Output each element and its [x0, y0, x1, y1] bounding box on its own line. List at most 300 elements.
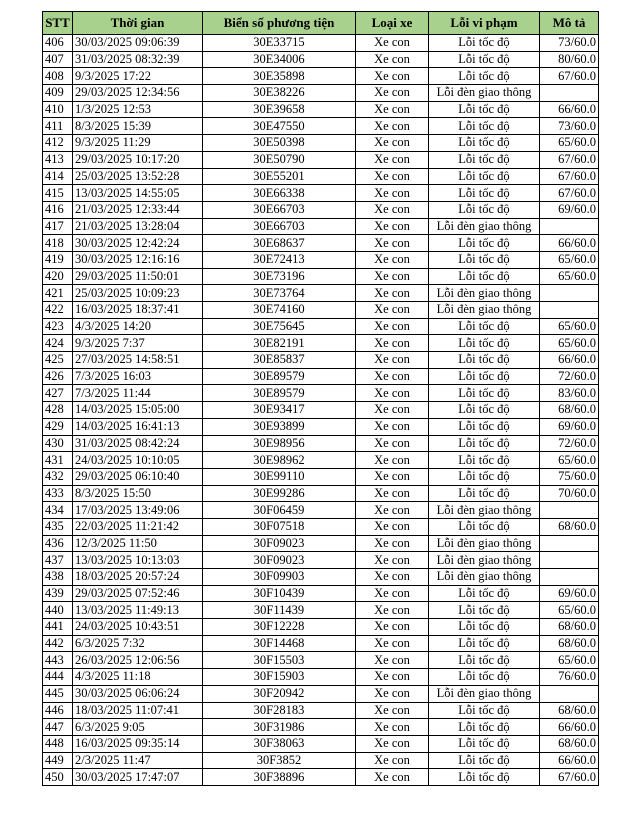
cell-plate: 30E93899 [203, 418, 356, 435]
cell-description: 83/60.0 [540, 385, 599, 402]
cell-description: 68/60.0 [540, 735, 599, 752]
cell-stt: 417 [43, 218, 73, 235]
header-violation: Lỗi vi phạm [429, 12, 540, 35]
cell-stt: 434 [43, 502, 73, 519]
cell-time: 16/03/2025 09:35:14 [73, 735, 203, 752]
cell-plate: 30E74160 [203, 302, 356, 319]
cell-violation: Lỗi tốc độ [429, 402, 540, 419]
cell-description: 70/60.0 [540, 485, 599, 502]
cell-description: 73/60.0 [540, 35, 599, 52]
cell-description: 68/60.0 [540, 518, 599, 535]
cell-plate: 30E99286 [203, 485, 356, 502]
cell-violation: Lỗi tốc độ [429, 468, 540, 485]
cell-description: 65/60.0 [540, 251, 599, 268]
cell-violation: Lỗi tốc độ [429, 518, 540, 535]
table-row [43, 68, 599, 85]
cell-stt: 440 [43, 602, 73, 619]
cell-time: 29/03/2025 06:10:40 [73, 468, 203, 485]
cell-time: 21/03/2025 12:33:44 [73, 201, 203, 218]
cell-plate: 30F09023 [203, 552, 356, 569]
cell-description: 65/60.0 [540, 335, 599, 352]
cell-stt: 416 [43, 201, 73, 218]
cell-vehicle-type: Xe con [356, 285, 429, 302]
cell-vehicle-type: Xe con [356, 685, 429, 702]
cell-time: 30/03/2025 12:42:24 [73, 235, 203, 252]
cell-vehicle-type: Xe con [356, 151, 429, 168]
cell-stt: 421 [43, 285, 73, 302]
cell-plate: 30E93417 [203, 402, 356, 419]
cell-plate: 30E66703 [203, 218, 356, 235]
cell-description: 66/60.0 [540, 352, 599, 369]
cell-plate: 30F09903 [203, 569, 356, 586]
table-row [43, 51, 599, 68]
cell-stt: 445 [43, 685, 73, 702]
cell-description [540, 85, 599, 102]
cell-stt: 447 [43, 719, 73, 736]
cell-time: 9/3/2025 11:29 [73, 135, 203, 152]
cell-vehicle-type: Xe con [356, 752, 429, 769]
table-row [43, 101, 599, 118]
cell-violation: Lỗi tốc độ [429, 368, 540, 385]
cell-time: 13/03/2025 10:13:03 [73, 552, 203, 569]
cell-time: 4/3/2025 11:18 [73, 669, 203, 686]
cell-plate: 30F3852 [203, 752, 356, 769]
cell-description: 76/60.0 [540, 669, 599, 686]
cell-time: 14/03/2025 15:05:00 [73, 402, 203, 419]
violations-table [42, 11, 599, 786]
cell-plate: 30E33715 [203, 35, 356, 52]
table-row [43, 402, 599, 419]
cell-stt: 425 [43, 352, 73, 369]
cell-description: 69/60.0 [540, 418, 599, 435]
cell-violation: Lỗi tốc độ [429, 585, 540, 602]
cell-vehicle-type: Xe con [356, 335, 429, 352]
cell-description: 68/60.0 [540, 702, 599, 719]
cell-violation: Lỗi tốc độ [429, 318, 540, 335]
cell-time: 7/3/2025 16:03 [73, 368, 203, 385]
cell-time: 17/03/2025 13:49:06 [73, 502, 203, 519]
cell-stt: 435 [43, 518, 73, 535]
cell-vehicle-type: Xe con [356, 352, 429, 369]
cell-vehicle-type: Xe con [356, 218, 429, 235]
table-row [43, 251, 599, 268]
cell-stt: 407 [43, 51, 73, 68]
cell-vehicle-type: Xe con [356, 318, 429, 335]
cell-vehicle-type: Xe con [356, 669, 429, 686]
table-row [43, 468, 599, 485]
cell-violation: Lỗi tốc độ [429, 652, 540, 669]
cell-vehicle-type: Xe con [356, 235, 429, 252]
cell-violation: Lỗi tốc độ [429, 268, 540, 285]
cell-violation: Lỗi đèn giao thông [429, 552, 540, 569]
cell-stt: 411 [43, 118, 73, 135]
cell-vehicle-type: Xe con [356, 602, 429, 619]
cell-stt: 443 [43, 652, 73, 669]
cell-vehicle-type: Xe con [356, 302, 429, 319]
cell-plate: 30F10439 [203, 585, 356, 602]
cell-time: 9/3/2025 17:22 [73, 68, 203, 85]
cell-description: 67/60.0 [540, 151, 599, 168]
cell-plate: 30F06459 [203, 502, 356, 519]
cell-time: 18/03/2025 11:07:41 [73, 702, 203, 719]
cell-time: 22/03/2025 11:21:42 [73, 518, 203, 535]
table-row [43, 135, 599, 152]
cell-stt: 415 [43, 185, 73, 202]
cell-plate: 30F38896 [203, 769, 356, 786]
cell-violation: Lỗi tốc độ [429, 201, 540, 218]
cell-description: 72/60.0 [540, 435, 599, 452]
cell-description [540, 285, 599, 302]
table-row [43, 235, 599, 252]
cell-time: 8/3/2025 15:50 [73, 485, 203, 502]
cell-plate: 30E85837 [203, 352, 356, 369]
cell-stt: 426 [43, 368, 73, 385]
cell-plate: 30E89579 [203, 368, 356, 385]
cell-vehicle-type: Xe con [356, 368, 429, 385]
cell-violation: Lỗi tốc độ [429, 619, 540, 636]
cell-time: 27/03/2025 14:58:51 [73, 352, 203, 369]
table-row [43, 518, 599, 535]
cell-vehicle-type: Xe con [356, 652, 429, 669]
header-vehicle-type: Loại xe [356, 12, 429, 35]
cell-vehicle-type: Xe con [356, 68, 429, 85]
cell-violation: Lỗi tốc độ [429, 435, 540, 452]
cell-description: 80/60.0 [540, 51, 599, 68]
cell-stt: 436 [43, 535, 73, 552]
cell-violation: Lỗi tốc độ [429, 35, 540, 52]
cell-description: 66/60.0 [540, 752, 599, 769]
table-row [43, 719, 599, 736]
cell-vehicle-type: Xe con [356, 552, 429, 569]
cell-plate: 30E35898 [203, 68, 356, 85]
cell-stt: 446 [43, 702, 73, 719]
cell-time: 7/3/2025 11:44 [73, 385, 203, 402]
cell-violation: Lỗi tốc độ [429, 235, 540, 252]
cell-stt: 449 [43, 752, 73, 769]
cell-description: 66/60.0 [540, 719, 599, 736]
cell-time: 12/3/2025 11:50 [73, 535, 203, 552]
cell-plate: 30E34006 [203, 51, 356, 68]
table-row [43, 752, 599, 769]
cell-stt: 442 [43, 635, 73, 652]
table-row [43, 535, 599, 552]
cell-plate: 30F28183 [203, 702, 356, 719]
cell-time: 29/03/2025 10:17:20 [73, 151, 203, 168]
cell-violation: Lỗi tốc độ [429, 635, 540, 652]
cell-violation: Lỗi tốc độ [429, 118, 540, 135]
table-row [43, 702, 599, 719]
cell-vehicle-type: Xe con [356, 135, 429, 152]
cell-plate: 30F31986 [203, 719, 356, 736]
table-header-row [43, 12, 599, 35]
cell-violation: Lỗi tốc độ [429, 335, 540, 352]
cell-vehicle-type: Xe con [356, 85, 429, 102]
cell-stt: 438 [43, 569, 73, 586]
cell-violation: Lỗi tốc độ [429, 752, 540, 769]
cell-plate: 30E98956 [203, 435, 356, 452]
cell-stt: 422 [43, 302, 73, 319]
cell-plate: 30E39658 [203, 101, 356, 118]
cell-stt: 408 [43, 68, 73, 85]
cell-vehicle-type: Xe con [356, 418, 429, 435]
cell-stt: 423 [43, 318, 73, 335]
cell-vehicle-type: Xe con [356, 402, 429, 419]
table-row [43, 619, 599, 636]
cell-violation: Lỗi tốc độ [429, 719, 540, 736]
cell-stt: 437 [43, 552, 73, 569]
cell-time: 25/03/2025 10:09:23 [73, 285, 203, 302]
cell-description: 69/60.0 [540, 585, 599, 602]
cell-description [540, 302, 599, 319]
cell-time: 1/3/2025 12:53 [73, 101, 203, 118]
cell-plate: 30F20942 [203, 685, 356, 702]
table-row [43, 485, 599, 502]
cell-stt: 448 [43, 735, 73, 752]
table-row [43, 285, 599, 302]
cell-violation: Lỗi tốc độ [429, 51, 540, 68]
cell-violation: Lỗi tốc độ [429, 101, 540, 118]
table-row [43, 569, 599, 586]
table-row [43, 352, 599, 369]
cell-description: 67/60.0 [540, 185, 599, 202]
cell-stt: 409 [43, 85, 73, 102]
cell-time: 26/03/2025 12:06:56 [73, 652, 203, 669]
cell-stt: 406 [43, 35, 73, 52]
cell-description [540, 502, 599, 519]
cell-vehicle-type: Xe con [356, 435, 429, 452]
cell-time: 2/3/2025 11:47 [73, 752, 203, 769]
cell-time: 21/03/2025 13:28:04 [73, 218, 203, 235]
cell-description: 65/60.0 [540, 452, 599, 469]
cell-vehicle-type: Xe con [356, 518, 429, 535]
cell-time: 29/03/2025 12:34:56 [73, 85, 203, 102]
cell-stt: 430 [43, 435, 73, 452]
cell-violation: Lỗi đèn giao thông [429, 502, 540, 519]
cell-vehicle-type: Xe con [356, 735, 429, 752]
header-description: Mô tả [540, 12, 599, 35]
cell-stt: 412 [43, 135, 73, 152]
table-row [43, 151, 599, 168]
cell-plate: 30E75645 [203, 318, 356, 335]
cell-description [540, 218, 599, 235]
cell-stt: 432 [43, 468, 73, 485]
cell-vehicle-type: Xe con [356, 719, 429, 736]
cell-stt: 420 [43, 268, 73, 285]
cell-plate: 30E50790 [203, 151, 356, 168]
cell-vehicle-type: Xe con [356, 485, 429, 502]
cell-description [540, 535, 599, 552]
table-row [43, 435, 599, 452]
cell-violation: Lỗi tốc độ [429, 151, 540, 168]
cell-time: 24/03/2025 10:10:05 [73, 452, 203, 469]
table-row [43, 585, 599, 602]
cell-vehicle-type: Xe con [356, 569, 429, 586]
cell-description: 66/60.0 [540, 235, 599, 252]
cell-vehicle-type: Xe con [356, 502, 429, 519]
header-stt: STT [43, 12, 73, 35]
cell-vehicle-type: Xe con [356, 468, 429, 485]
cell-description: 73/60.0 [540, 118, 599, 135]
cell-plate: 30F15503 [203, 652, 356, 669]
cell-description [540, 552, 599, 569]
cell-violation: Lỗi tốc độ [429, 769, 540, 786]
cell-violation: Lỗi đèn giao thông [429, 302, 540, 319]
table-row [43, 185, 599, 202]
cell-plate: 30E66703 [203, 201, 356, 218]
cell-plate: 30E50398 [203, 135, 356, 152]
cell-plate: 30E66338 [203, 185, 356, 202]
cell-plate: 30F15903 [203, 669, 356, 686]
cell-plate: 30F07518 [203, 518, 356, 535]
cell-plate: 30E89579 [203, 385, 356, 402]
table-row [43, 385, 599, 402]
cell-time: 13/03/2025 14:55:05 [73, 185, 203, 202]
cell-description: 65/60.0 [540, 268, 599, 285]
cell-vehicle-type: Xe con [356, 385, 429, 402]
cell-violation: Lỗi tốc độ [429, 735, 540, 752]
cell-time: 16/03/2025 18:37:41 [73, 302, 203, 319]
cell-time: 8/3/2025 15:39 [73, 118, 203, 135]
cell-violation: Lỗi đèn giao thông [429, 569, 540, 586]
table-row [43, 602, 599, 619]
cell-violation: Lỗi tốc độ [429, 452, 540, 469]
cell-description [540, 569, 599, 586]
cell-time: 29/03/2025 11:50:01 [73, 268, 203, 285]
table-row [43, 669, 599, 686]
cell-stt: 419 [43, 251, 73, 268]
cell-description: 68/60.0 [540, 635, 599, 652]
table-row [43, 218, 599, 235]
cell-time: 6/3/2025 7:32 [73, 635, 203, 652]
table-row [43, 502, 599, 519]
cell-vehicle-type: Xe con [356, 619, 429, 636]
cell-plate: 30E98962 [203, 452, 356, 469]
table-row [43, 168, 599, 185]
cell-violation: Lỗi tốc độ [429, 485, 540, 502]
cell-violation: Lỗi đèn giao thông [429, 85, 540, 102]
cell-time: 31/03/2025 08:32:39 [73, 51, 203, 68]
cell-stt: 428 [43, 402, 73, 419]
cell-description: 72/60.0 [540, 368, 599, 385]
cell-time: 30/03/2025 09:06:39 [73, 35, 203, 52]
cell-vehicle-type: Xe con [356, 185, 429, 202]
cell-plate: 30E73196 [203, 268, 356, 285]
cell-violation: Lỗi tốc độ [429, 251, 540, 268]
cell-time: 18/03/2025 20:57:24 [73, 569, 203, 586]
cell-violation: Lỗi tốc độ [429, 168, 540, 185]
cell-vehicle-type: Xe con [356, 201, 429, 218]
cell-vehicle-type: Xe con [356, 268, 429, 285]
cell-time: 24/03/2025 10:43:51 [73, 619, 203, 636]
cell-description: 69/60.0 [540, 201, 599, 218]
cell-description: 67/60.0 [540, 68, 599, 85]
cell-violation: Lỗi tốc độ [429, 669, 540, 686]
cell-vehicle-type: Xe con [356, 51, 429, 68]
cell-plate: 30E99110 [203, 468, 356, 485]
table-row [43, 769, 599, 786]
cell-plate: 30E73764 [203, 285, 356, 302]
cell-plate: 30E55201 [203, 168, 356, 185]
cell-violation: Lỗi tốc độ [429, 385, 540, 402]
cell-violation: Lỗi tốc độ [429, 185, 540, 202]
table-row [43, 735, 599, 752]
cell-description: 67/60.0 [540, 168, 599, 185]
cell-plate: 30E38226 [203, 85, 356, 102]
table-row [43, 85, 599, 102]
cell-plate: 30F38063 [203, 735, 356, 752]
cell-time: 9/3/2025 7:37 [73, 335, 203, 352]
cell-time: 14/03/2025 16:41:13 [73, 418, 203, 435]
table-row [43, 318, 599, 335]
cell-vehicle-type: Xe con [356, 769, 429, 786]
cell-time: 13/03/2025 11:49:13 [73, 602, 203, 619]
cell-stt: 444 [43, 669, 73, 686]
cell-violation: Lỗi tốc độ [429, 418, 540, 435]
cell-stt: 433 [43, 485, 73, 502]
cell-plate: 30E72413 [203, 251, 356, 268]
cell-violation: Lỗi đèn giao thông [429, 535, 540, 552]
cell-stt: 431 [43, 452, 73, 469]
table-row [43, 118, 599, 135]
table-body [43, 35, 599, 786]
cell-stt: 439 [43, 585, 73, 602]
table-row [43, 685, 599, 702]
cell-description: 65/60.0 [540, 318, 599, 335]
table-row [43, 335, 599, 352]
cell-stt: 413 [43, 151, 73, 168]
cell-stt: 427 [43, 385, 73, 402]
table-row [43, 201, 599, 218]
cell-description: 65/60.0 [540, 135, 599, 152]
cell-time: 30/03/2025 17:47:07 [73, 769, 203, 786]
cell-description: 65/60.0 [540, 602, 599, 619]
cell-vehicle-type: Xe con [356, 585, 429, 602]
table-row [43, 552, 599, 569]
cell-stt: 410 [43, 101, 73, 118]
cell-description: 75/60.0 [540, 468, 599, 485]
cell-violation: Lỗi đèn giao thông [429, 285, 540, 302]
cell-stt: 418 [43, 235, 73, 252]
cell-vehicle-type: Xe con [356, 635, 429, 652]
cell-description: 68/60.0 [540, 619, 599, 636]
table-row [43, 302, 599, 319]
cell-description: 67/60.0 [540, 769, 599, 786]
cell-vehicle-type: Xe con [356, 452, 429, 469]
cell-time: 6/3/2025 9:05 [73, 719, 203, 736]
cell-vehicle-type: Xe con [356, 535, 429, 552]
cell-time: 30/03/2025 12:16:16 [73, 251, 203, 268]
header-time: Thời gian [73, 12, 203, 35]
table-row [43, 268, 599, 285]
cell-violation: Lỗi tốc độ [429, 352, 540, 369]
cell-stt: 429 [43, 418, 73, 435]
cell-plate: 30F11439 [203, 602, 356, 619]
table-row [43, 418, 599, 435]
cell-plate: 30E47550 [203, 118, 356, 135]
cell-violation: Lỗi tốc độ [429, 602, 540, 619]
cell-violation: Lỗi đèn giao thông [429, 218, 540, 235]
cell-stt: 424 [43, 335, 73, 352]
table-row [43, 652, 599, 669]
cell-description: 65/60.0 [540, 652, 599, 669]
cell-violation: Lỗi tốc độ [429, 702, 540, 719]
cell-stt: 441 [43, 619, 73, 636]
cell-description [540, 685, 599, 702]
cell-plate: 30E82191 [203, 335, 356, 352]
cell-time: 29/03/2025 07:52:46 [73, 585, 203, 602]
cell-time: 31/03/2025 08:42:24 [73, 435, 203, 452]
cell-description: 68/60.0 [540, 402, 599, 419]
